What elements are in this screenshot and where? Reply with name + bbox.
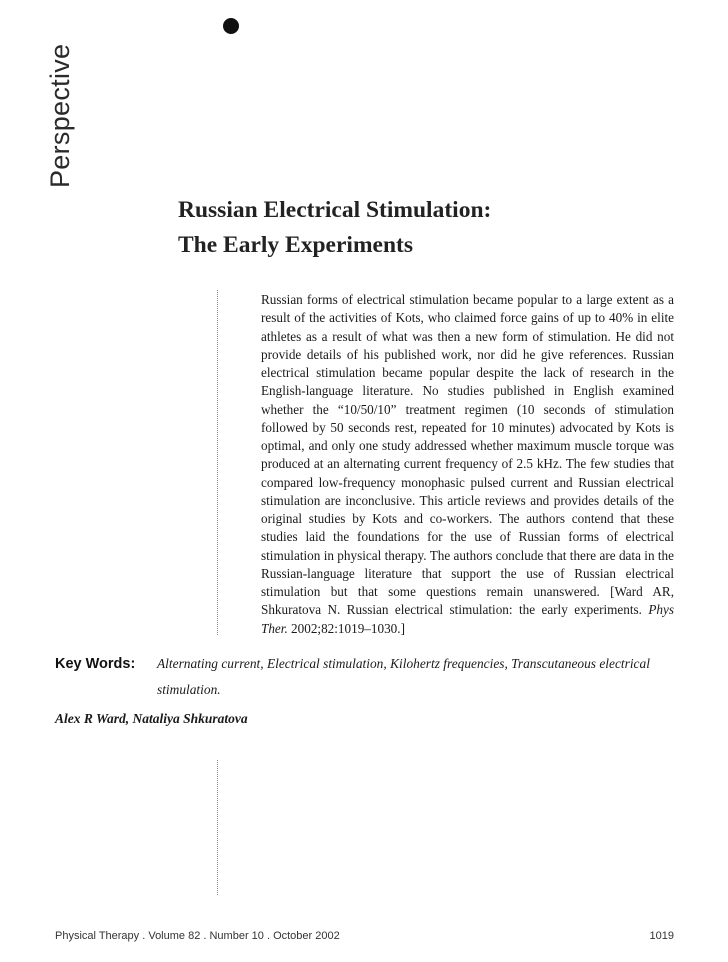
footer-journal-issue: Physical Therapy . Volume 82 . Number 10 . October 2002 (55, 930, 340, 942)
column-divider-top (217, 290, 218, 635)
keywords-line-2: stimulation. (157, 682, 221, 697)
authors: Alex R Ward, Nataliya Shkuratova (55, 711, 248, 726)
section-label: Perspective (45, 43, 75, 188)
column-divider-bottom (217, 760, 218, 895)
title-line-2: The Early Experiments (178, 232, 413, 258)
keywords-label: Key Words: (55, 656, 136, 672)
article-title (178, 193, 698, 263)
keywords-line-1: Alternating current, Electrical stimulation, Kilohertz frequencies, Transcutaneous electrical (157, 656, 650, 671)
keywords (55, 651, 677, 703)
bullet-dot-icon (223, 18, 239, 34)
title-line-1: Russian Electrical Stimulation: (178, 197, 492, 223)
footer-page-number: 1019 (649, 930, 674, 942)
abstract-journal: Phys Ther. (261, 602, 675, 636)
abstract-body: Russian forms of electrical stimulation became popular to a large extent as a result of the activities of Kots, who claimed force gains of up to 40% in elite athletes as a result of what was then a new form of stimulation. He did not provide details of his published work, nor did he give references. Russian electrical stimulation became popular despite the lack of research in the English-language literature. No studies published in English examined whether the “10/50/10” treatment regimen (10 seconds of stimulation followed by 50 seconds rest, repeated for 10 minutes) advocated by Kots is optimal, and only one study addressed whether maximum muscle torque was produced at an alternating current frequency of 2.5 kHz. The few studies that compared low-frequency monophasic pulsed current and Russian electrical stimulation are inconclusive. This article reviews and provides details of the original studies by Kots and co-workers. The authors contend that these studies laid the foundations for the use of Russian forms of electrical stimulation in physical therapy. The authors conclude that there are data in the Russian-language literature that support the use of Russian electrical stimulation but that some questions remain unanswered. [Ward AR, Shkuratova N. Russian electrical stimulation: the early experiments. (261, 292, 674, 618)
abstract (261, 291, 674, 638)
abstract-citation: 2002;82:1019–1030.] (291, 620, 405, 636)
